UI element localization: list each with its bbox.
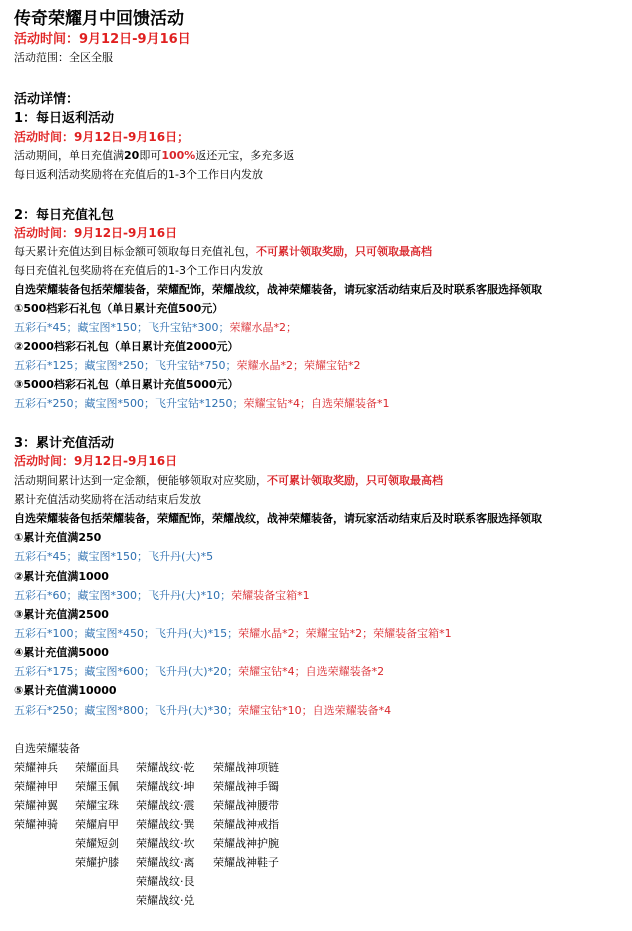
- tier-rewards-blue: 五彩石*100；藏宝图*450；飞升丹(大)*15；: [14, 627, 239, 640]
- list-item: 荣耀战神项链: [213, 761, 279, 774]
- list-item: 荣耀神甲: [14, 780, 58, 793]
- section1-note: 每日返利活动奖励将在充值后的1-3个工作日内发放: [14, 168, 263, 181]
- tier-rewards-red: 荣耀宝钻*4；自选荣耀装备*2: [238, 665, 385, 678]
- list-item: 荣耀战神戒指: [213, 818, 279, 831]
- section1-desc-a: 活动期间，单日充值满: [14, 149, 124, 162]
- list-item: 荣耀战纹·震: [136, 799, 195, 812]
- section2-tier3-title: ③5000档彩石礼包（单日累计充值5000元）: [14, 378, 239, 391]
- section1-desc-num: 20: [124, 149, 140, 162]
- event-time: 活动时间：9月12日-9月16日: [14, 32, 191, 47]
- list-item: 荣耀战神腰带: [213, 799, 279, 812]
- section3-tier4-title: ④累计充值满5000: [14, 646, 109, 659]
- section3-tier4-rewards: [14, 663, 384, 679]
- optional-equip-col-3: [136, 759, 195, 911]
- tier-rewards-red: 荣耀宝钻*4；自选荣耀装备*1: [243, 397, 390, 410]
- section1-desc-c: 返还元宝，多充多返: [195, 149, 295, 162]
- optional-equip-col-1: [14, 759, 58, 835]
- tier-rewards-red: 荣耀宝钻*10；自选荣耀装备*4: [238, 704, 392, 717]
- list-item: 荣耀肩甲: [75, 818, 119, 831]
- section2-tier1-rewards: [14, 319, 297, 335]
- section3-tier3-title: ③累计充值满2500: [14, 608, 109, 621]
- list-item: 荣耀战纹·坤: [136, 780, 195, 793]
- section2-heading: 2：每日充值礼包: [14, 208, 115, 223]
- optional-equip-col-4: [213, 759, 279, 873]
- list-item: 荣耀宝珠: [75, 799, 119, 812]
- section2-desc: [14, 243, 432, 259]
- list-item: 荣耀神骑: [14, 818, 58, 831]
- section3-tier5-rewards: [14, 702, 391, 718]
- section2-desc-warning: 不可累计领取奖励，只可领取最高档: [256, 245, 432, 258]
- list-item: 荣耀神兵: [14, 761, 58, 774]
- list-item: 荣耀短剑: [75, 837, 119, 850]
- list-item: 荣耀战神手镯: [213, 780, 279, 793]
- list-item: 荣耀战纹·坎: [136, 837, 195, 850]
- section3-tier2-title: ②累计充值满1000: [14, 570, 109, 583]
- tier-rewards-blue: 五彩石*125；藏宝图*250；飞升宝钻*750；: [14, 359, 237, 372]
- section2-tier1-title: ①500档彩石礼包（单日累计充值500元）: [14, 302, 224, 315]
- list-item: 荣耀战纹·离: [136, 856, 195, 869]
- optional-equip-col-2: [75, 759, 119, 873]
- list-item: 荣耀战纹·巽: [136, 818, 195, 831]
- section3-desc: [14, 472, 443, 488]
- section3-heading: 3：累计充值活动: [14, 436, 115, 451]
- section3-tier1-rewards: [14, 548, 213, 564]
- list-item: 荣耀战纹·艮: [136, 875, 195, 888]
- section3-equip-note: 自选荣耀装备包括荣耀装备，荣耀配饰，荣耀战纹，战神荣耀装备，请玩家活动结束后及时联系客服选择领取: [14, 512, 542, 525]
- list-item: 荣耀神翼: [14, 799, 58, 812]
- section2-time: 活动时间：9月12日-9月16日: [14, 226, 178, 240]
- page-title: 传奇荣耀月中回馈活动: [14, 9, 184, 29]
- section2-note: 每日充值礼包奖励将在充值后的1-3个工作日内发放: [14, 264, 263, 277]
- event-scope: 活动范围：全区全服: [14, 51, 113, 64]
- tier-rewards-blue: 五彩石*60；藏宝图*300；飞升丹(大)*10；: [14, 589, 232, 602]
- list-item: 荣耀战纹·兑: [136, 894, 195, 907]
- section2-tier2-rewards: [14, 357, 361, 373]
- section2-tier3-rewards: [14, 395, 389, 411]
- section2-equip-note: 自选荣耀装备包括荣耀装备，荣耀配饰，荣耀战纹，战神荣耀装备，请玩家活动结束后及时联系客服选择领取: [14, 283, 542, 296]
- section2-desc-text: 每天累计充值达到目标金额可领取每日充值礼包，: [14, 245, 256, 258]
- tier-rewards-blue: 五彩石*250；藏宝图*800；飞升丹(大)*30；: [14, 704, 239, 717]
- section1-heading: 1：每日返利活动: [14, 111, 115, 126]
- tier-rewards-red: 荣耀装备宝箱*1: [231, 589, 310, 602]
- section3-tier1-title: ①累计充值满250: [14, 531, 102, 544]
- section1-desc-pct: 100%: [161, 149, 196, 162]
- section3-time: 活动时间：9月12日-9月16日: [14, 454, 178, 468]
- section3-tier5-title: ⑤累计充值满10000: [14, 684, 117, 697]
- section1-desc-b: 即可: [139, 149, 162, 162]
- section1-desc: [14, 147, 294, 163]
- tier-rewards-red: 荣耀水晶*2；: [229, 321, 297, 334]
- list-item: 荣耀护膝: [75, 856, 119, 869]
- list-item: 荣耀面具: [75, 761, 119, 774]
- section3-desc-warning: 不可累计领取奖励，只可领取最高档: [267, 474, 443, 487]
- list-item: 荣耀玉佩: [75, 780, 119, 793]
- section3-tier2-rewards: [14, 587, 310, 603]
- list-item: 荣耀战神鞋子: [213, 856, 279, 869]
- tier-rewards-blue: 五彩石*175；藏宝图*600；飞升丹(大)*20；: [14, 665, 239, 678]
- section2-tier2-title: ②2000档彩石礼包（单日累计充值2000元）: [14, 340, 239, 353]
- list-item: 荣耀战纹·乾: [136, 761, 195, 774]
- section3-tier3-rewards: [14, 625, 452, 641]
- tier-rewards-red: 荣耀水晶*2；荣耀宝钻*2: [236, 359, 361, 372]
- tier-rewards-red: 荣耀水晶*2；荣耀宝钻*2；荣耀装备宝箱*1: [238, 627, 452, 640]
- tier-rewards-blue: 五彩石*45；藏宝图*150；飞升宝钻*300；: [14, 321, 230, 334]
- section3-desc-text: 活动期间累计达到一定金额，便能够领取对应奖励，: [14, 474, 267, 487]
- section3-note: 累计充值活动奖励将在活动结束后发放: [14, 493, 201, 506]
- tier-rewards-blue: 五彩石*250；藏宝图*500；飞升宝钻*1250；: [14, 397, 244, 410]
- list-item: 荣耀战神护腕: [213, 837, 279, 850]
- section1-time: 活动时间：9月12日-9月16日；: [14, 130, 190, 144]
- optional-equip-heading: 自选荣耀装备: [14, 742, 80, 755]
- tier-rewards-blue: 五彩石*45；藏宝图*150；飞升丹(大)*5: [14, 550, 214, 563]
- details-heading: 活动详情：: [14, 92, 80, 107]
